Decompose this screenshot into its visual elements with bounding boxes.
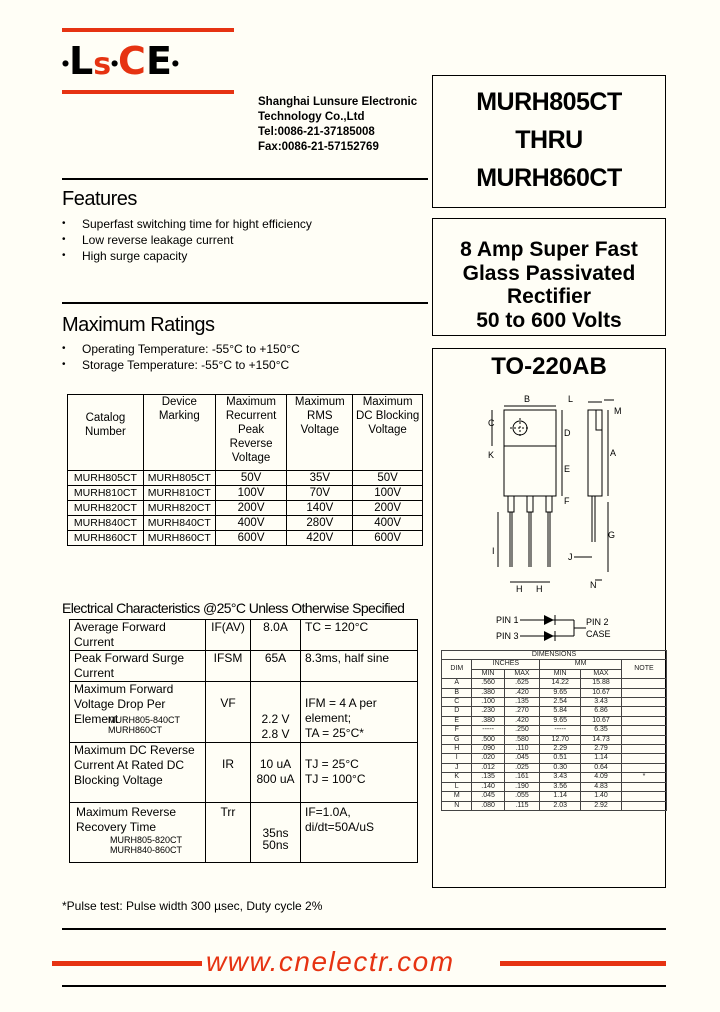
dimensions-cell: .090 <box>472 745 504 754</box>
logo-letter-l: L <box>68 39 94 83</box>
ratings-cell: 280V <box>287 516 353 531</box>
dimensions-cell: .012 <box>472 763 504 772</box>
catalog-number-header: Catalog Number <box>68 395 144 471</box>
lead-3 <box>546 496 552 512</box>
footer-top-rule <box>62 928 666 930</box>
dim-label-g: G <box>608 530 616 540</box>
dimensions-cell <box>621 745 666 754</box>
dimensions-cell: A <box>442 679 472 688</box>
reverse-current-value-1: 10 uA <box>259 757 292 771</box>
inches-header: INCHES <box>472 660 540 669</box>
dimensions-cell <box>621 679 666 688</box>
forward-voltage-cond-3: TA = 25°C* <box>305 726 364 740</box>
dimensions-cell: L <box>442 782 472 791</box>
dim-label-f: F <box>564 496 570 506</box>
ratings-cell: MURH860CT <box>68 531 144 546</box>
ratings-cell: 35V <box>287 471 353 486</box>
dimensions-cell: .055 <box>504 792 540 801</box>
surge-current-param: Peak Forward Surge Current <box>70 651 206 682</box>
dimensions-row <box>442 716 667 725</box>
mm-max-header: MAX <box>581 669 622 678</box>
dimensions-cell: .020 <box>472 754 504 763</box>
ratings-cell: 600V <box>353 531 423 546</box>
max-ratings-list <box>62 341 428 373</box>
ratings-row <box>68 501 423 516</box>
dimensions-cell: N <box>442 801 472 810</box>
recovery-time-value-1: 35ns <box>262 826 289 840</box>
recovery-time-symbol: Trr <box>206 803 251 863</box>
ratings-cell: 200V <box>353 501 423 516</box>
reverse-current-conditions <box>301 743 418 803</box>
diode-symbol-1 <box>544 615 554 625</box>
dimensions-cell: .250 <box>504 726 540 735</box>
dimensions-cell: .135 <box>504 698 540 707</box>
dimensions-cell: .420 <box>504 688 540 697</box>
dimensions-cell: 2.79 <box>581 745 622 754</box>
dim-label-b: B <box>524 394 531 404</box>
dimensions-cell: 0.30 <box>540 763 581 772</box>
dimensions-cell: .270 <box>504 707 540 716</box>
dimensions-cell <box>621 726 666 735</box>
dimensions-cell <box>621 782 666 791</box>
recovery-time-cond-1: IF=1.0A, <box>305 805 351 819</box>
forward-voltage-cond-1: IFM = 4 A per <box>305 696 377 710</box>
dim-label-h1: H <box>516 584 523 594</box>
avg-forward-current-param: Average Forward Current <box>70 620 206 651</box>
dimensions-cell <box>621 763 666 772</box>
company-logo: ●Ls●CE● <box>62 39 179 83</box>
ratings-cell: MURH820CT <box>68 501 144 516</box>
recovery-time-values <box>251 803 301 863</box>
part-line-2: THRU <box>515 126 583 154</box>
dimensions-cell: * <box>621 773 666 782</box>
dimensions-row <box>442 773 667 782</box>
dimensions-cell: .045 <box>504 754 540 763</box>
dimensions-cell: 2.54 <box>540 698 581 707</box>
dimensions-cell: 3.43 <box>540 773 581 782</box>
reverse-current-cond-2: TJ = 100°C <box>305 772 366 786</box>
dimensions-row <box>442 801 667 810</box>
company-info <box>258 95 428 155</box>
ratings-cell: 600V <box>215 531 287 546</box>
recovery-time-sub2: MURH840-860CT <box>110 845 183 855</box>
ratings-row <box>68 486 423 501</box>
logo-letter-c: C <box>118 39 146 83</box>
rms-voltage-header: Maximum RMS Voltage <box>287 395 353 471</box>
ratings-cell: MURH810CT <box>143 486 215 501</box>
forward-voltage-value-1: 2.2 V <box>261 712 290 726</box>
feature-item: • Superfast switching time for hight efficiency <box>62 216 428 232</box>
pin3-label: PIN 3 <box>496 631 519 641</box>
dc-blocking-voltage-header: Maximum DC Blocking Voltage <box>353 395 423 471</box>
logo-letter-s: s <box>93 47 112 82</box>
surge-current-symbol: IFSM <box>206 651 251 682</box>
dimensions-cell: 4.83 <box>581 782 622 791</box>
dim-label-m: M <box>614 406 622 416</box>
dimensions-cell: 15.88 <box>581 679 622 688</box>
case-label: CASE <box>586 629 611 639</box>
dimensions-row <box>442 754 667 763</box>
max-ratings-title: Maximum Ratings <box>62 314 215 336</box>
part-line-3: MURH860CT <box>476 164 622 192</box>
dimensions-cell: 10.67 <box>581 716 622 725</box>
dimensions-cell: .140 <box>472 782 504 791</box>
dimensions-cell: .161 <box>504 773 540 782</box>
dimensions-cell <box>621 698 666 707</box>
company-fax: Fax:0086-21-57152769 <box>258 141 379 153</box>
dimensions-cell: 1.14 <box>581 754 622 763</box>
dim-header: DIM <box>442 660 472 679</box>
dimensions-cell: .560 <box>472 679 504 688</box>
website-url[interactable]: www.cnelectr.com <box>206 946 455 977</box>
desc-line-1: 8 Amp Super Fast <box>460 238 638 261</box>
dimensions-cell <box>621 792 666 801</box>
dimensions-row <box>442 735 667 744</box>
dim-label-j: J <box>568 552 573 562</box>
dimensions-cell <box>621 735 666 744</box>
dim-label-l: L <box>568 394 574 404</box>
ratings-cell: MURH805CT <box>143 471 215 486</box>
dim-label-e: E <box>564 464 571 474</box>
dimensions-row <box>442 782 667 791</box>
part-number-text <box>432 83 666 197</box>
recovery-time-conditions <box>301 803 418 863</box>
ratings-cell: MURH840CT <box>68 516 144 531</box>
reverse-current-value-2: 800 uA <box>256 772 295 786</box>
lead-1 <box>508 496 514 512</box>
ratings-cell: 70V <box>287 486 353 501</box>
dimensions-cell: 9.65 <box>540 688 581 697</box>
dimensions-cell <box>621 716 666 725</box>
dimensions-cell: G <box>442 735 472 744</box>
ratings-cell: MURH810CT <box>68 486 144 501</box>
forward-voltage-param: Maximum Forward Voltage Drop Per Element <box>74 682 174 726</box>
dimensions-cell <box>621 801 666 810</box>
ratings-row <box>68 531 423 546</box>
forward-voltage-conditions <box>301 682 418 743</box>
recovery-time-param: Maximum Reverse Recovery Time <box>76 805 177 834</box>
dimensions-cell: .380 <box>472 688 504 697</box>
part-line-1: MURH805CT <box>476 88 622 116</box>
dimensions-title: DIMENSIONS <box>442 651 667 660</box>
features-title: Features <box>62 188 137 210</box>
ratings-cell: 200V <box>215 501 287 516</box>
pulse-test-footnote: *Pulse test: Pulse width 300 µsec, Duty cycle 2% <box>62 899 323 913</box>
dimensions-cell: .190 <box>504 782 540 791</box>
ratings-cell: 400V <box>215 516 287 531</box>
ratings-cell: MURH805CT <box>68 471 144 486</box>
device-marking-header: Device Marking <box>143 395 215 471</box>
electrical-title: Electrical Characteristics @25°C Unless Otherwise Specified <box>62 600 405 616</box>
dimensions-cell: .420 <box>504 716 540 725</box>
desc-line-4: 50 to 600 Volts <box>476 308 622 332</box>
recovery-time-value-2: 50ns <box>262 838 289 852</box>
dimensions-cell: .380 <box>472 716 504 725</box>
recovery-time-cond-2: di/dt=50A/uS <box>305 820 375 834</box>
ratings-cell: 400V <box>353 516 423 531</box>
dimensions-cell: K <box>442 773 472 782</box>
dimensions-cell: 14.22 <box>540 679 581 688</box>
dimensions-cell: 0.51 <box>540 754 581 763</box>
inch-max-header: MAX <box>504 669 540 678</box>
pin1-label: PIN 1 <box>496 615 519 625</box>
dimensions-cell: E <box>442 716 472 725</box>
footer-red-bar-right <box>500 961 666 966</box>
dimensions-cell: 12.70 <box>540 735 581 744</box>
forward-voltage-sub2: MURH860CT <box>108 725 163 735</box>
dimensions-cell: 3.43 <box>581 698 622 707</box>
dimensions-cell: 6.35 <box>581 726 622 735</box>
mm-header: MM <box>540 660 622 669</box>
ratings-cell: 420V <box>287 531 353 546</box>
company-name-2: Technology Co.,Ltd <box>258 111 365 123</box>
dimensions-cell: 1.40 <box>581 792 622 801</box>
dimensions-cell: 9.65 <box>540 716 581 725</box>
dimensions-cell <box>621 707 666 716</box>
dimensions-cell: .045 <box>472 792 504 801</box>
pin2-label: PIN 2 <box>586 617 609 627</box>
header-divider <box>62 178 428 180</box>
dimensions-cell: .135 <box>472 773 504 782</box>
dimensions-cell: H <box>442 745 472 754</box>
dimensions-cell: ----- <box>472 726 504 735</box>
footer-bottom-rule <box>62 985 666 987</box>
avg-forward-current-condition: TC = 120°C <box>301 620 418 651</box>
diode-symbol-2 <box>544 631 554 641</box>
dimensions-row <box>442 745 667 754</box>
dimensions-row <box>442 726 667 735</box>
ratings-cell: 100V <box>353 486 423 501</box>
dimensions-cell: .115 <box>504 801 540 810</box>
ratings-cell: MURH840CT <box>143 516 215 531</box>
ratings-cell: 140V <box>287 501 353 516</box>
footer-red-bar-left <box>52 961 202 966</box>
dimensions-cell: 2.03 <box>540 801 581 810</box>
dimensions-row <box>442 792 667 801</box>
desc-line-2: Glass Passivated <box>462 261 636 285</box>
dim-label-d: D <box>564 428 571 438</box>
forward-voltage-values <box>251 682 301 743</box>
package-body <box>504 446 556 496</box>
dimensions-cell: 14.73 <box>581 735 622 744</box>
dimensions-cell <box>621 688 666 697</box>
feature-item: • High surge capacity <box>62 248 428 264</box>
dimensions-cell: F <box>442 726 472 735</box>
description-text <box>432 238 666 332</box>
dimensions-cell: 2.92 <box>581 801 622 810</box>
lead-2 <box>527 496 533 512</box>
reverse-current-param: Maximum DC Reverse Current At Rated DC Blocking Voltage <box>70 743 206 803</box>
recovery-time-sub1: MURH805-820CT <box>110 835 183 845</box>
dimensions-cell <box>621 754 666 763</box>
forward-voltage-symbol: VF <box>206 682 251 743</box>
rating-item: • Operating Temperature: -55°C to +150°C <box>62 341 428 357</box>
ratings-cell: 100V <box>215 486 287 501</box>
ratings-row <box>68 471 423 486</box>
package-outline-diagram <box>474 392 634 597</box>
dim-label-n: N <box>590 580 597 590</box>
dimensions-cell: .025 <box>504 763 540 772</box>
dimensions-cell: .625 <box>504 679 540 688</box>
feature-item: • Low reverse leakage current <box>62 232 428 248</box>
reverse-current-symbol: IR <box>206 743 251 803</box>
dimensions-row <box>442 679 667 688</box>
pin-schematic <box>494 610 634 646</box>
surge-current-value: 65A <box>251 651 301 682</box>
dimensions-cell: 1.14 <box>540 792 581 801</box>
inch-min-header: MIN <box>472 669 504 678</box>
dimensions-cell: C <box>442 698 472 707</box>
dimensions-row <box>442 688 667 697</box>
dimensions-cell: D <box>442 707 472 716</box>
features-list <box>62 216 428 264</box>
dimensions-row <box>442 707 667 716</box>
forward-voltage-cell <box>70 682 206 743</box>
surge-current-condition: 8.3ms, half sine <box>301 651 418 682</box>
dimensions-cell: M <box>442 792 472 801</box>
logo-bottom-bar <box>62 90 234 94</box>
dimensions-cell: .080 <box>472 801 504 810</box>
dimensions-cell: ----- <box>540 726 581 735</box>
dimensions-row <box>442 698 667 707</box>
dimensions-cell: 4.09 <box>581 773 622 782</box>
dimensions-cell: 5.84 <box>540 707 581 716</box>
package-title: TO-220AB <box>491 353 607 380</box>
ratings-table <box>67 394 423 546</box>
avg-forward-current-value: 8.0A <box>251 620 301 651</box>
package-side-view <box>588 410 602 496</box>
company-tel: Tel:0086-21-37185008 <box>258 126 375 138</box>
dimensions-cell: 0.64 <box>581 763 622 772</box>
logo-top-bar <box>62 28 234 32</box>
recovery-time-cell <box>70 803 206 863</box>
forward-voltage-value-2: 2.8 V <box>261 727 290 741</box>
dimensions-table <box>441 650 667 811</box>
dim-label-k: K <box>488 450 495 460</box>
reverse-current-values <box>251 743 301 803</box>
dimensions-cell: .110 <box>504 745 540 754</box>
dim-label-h2: H <box>536 584 543 594</box>
avg-forward-current-symbol: IF(AV) <box>206 620 251 651</box>
dimensions-cell: .580 <box>504 735 540 744</box>
dimensions-cell: 3.56 <box>540 782 581 791</box>
dimensions-cell: .230 <box>472 707 504 716</box>
dim-label-i: I <box>492 546 495 556</box>
ratings-cell: 50V <box>215 471 287 486</box>
features-divider <box>62 302 428 304</box>
dimensions-cell: 10.67 <box>581 688 622 697</box>
dim-label-a: A <box>610 448 617 458</box>
dimensions-row <box>442 763 667 772</box>
mm-min-header: MIN <box>540 669 581 678</box>
ratings-row <box>68 516 423 531</box>
peak-reverse-voltage-header: Maximum Recurrent Peak Reverse Voltage <box>215 395 287 471</box>
forward-voltage-cond-2: element; <box>305 711 352 725</box>
dimensions-cell: .100 <box>472 698 504 707</box>
dim-label-c: C <box>488 418 495 428</box>
desc-line-3: Rectifier <box>506 285 592 308</box>
rating-item: • Storage Temperature: -55°C to +150°C <box>62 357 428 373</box>
dimensions-cell: I <box>442 754 472 763</box>
note-header: NOTE <box>621 660 666 679</box>
ratings-cell: 50V <box>353 471 423 486</box>
dimensions-cell: 6.86 <box>581 707 622 716</box>
reverse-current-cond-1: TJ = 25°C <box>305 757 359 771</box>
dimensions-cell: J <box>442 763 472 772</box>
dimensions-cell: B <box>442 688 472 697</box>
dimensions-cell: .500 <box>472 735 504 744</box>
company-name-1: Shanghai Lunsure Electronic <box>258 96 418 108</box>
ratings-cell: MURH860CT <box>143 531 215 546</box>
dimensions-cell: 2.29 <box>540 745 581 754</box>
ratings-cell: MURH820CT <box>143 501 215 516</box>
forward-voltage-sub1: MURH805-840CT <box>108 715 181 725</box>
electrical-table <box>69 619 418 863</box>
logo-letter-e: E <box>145 39 172 83</box>
